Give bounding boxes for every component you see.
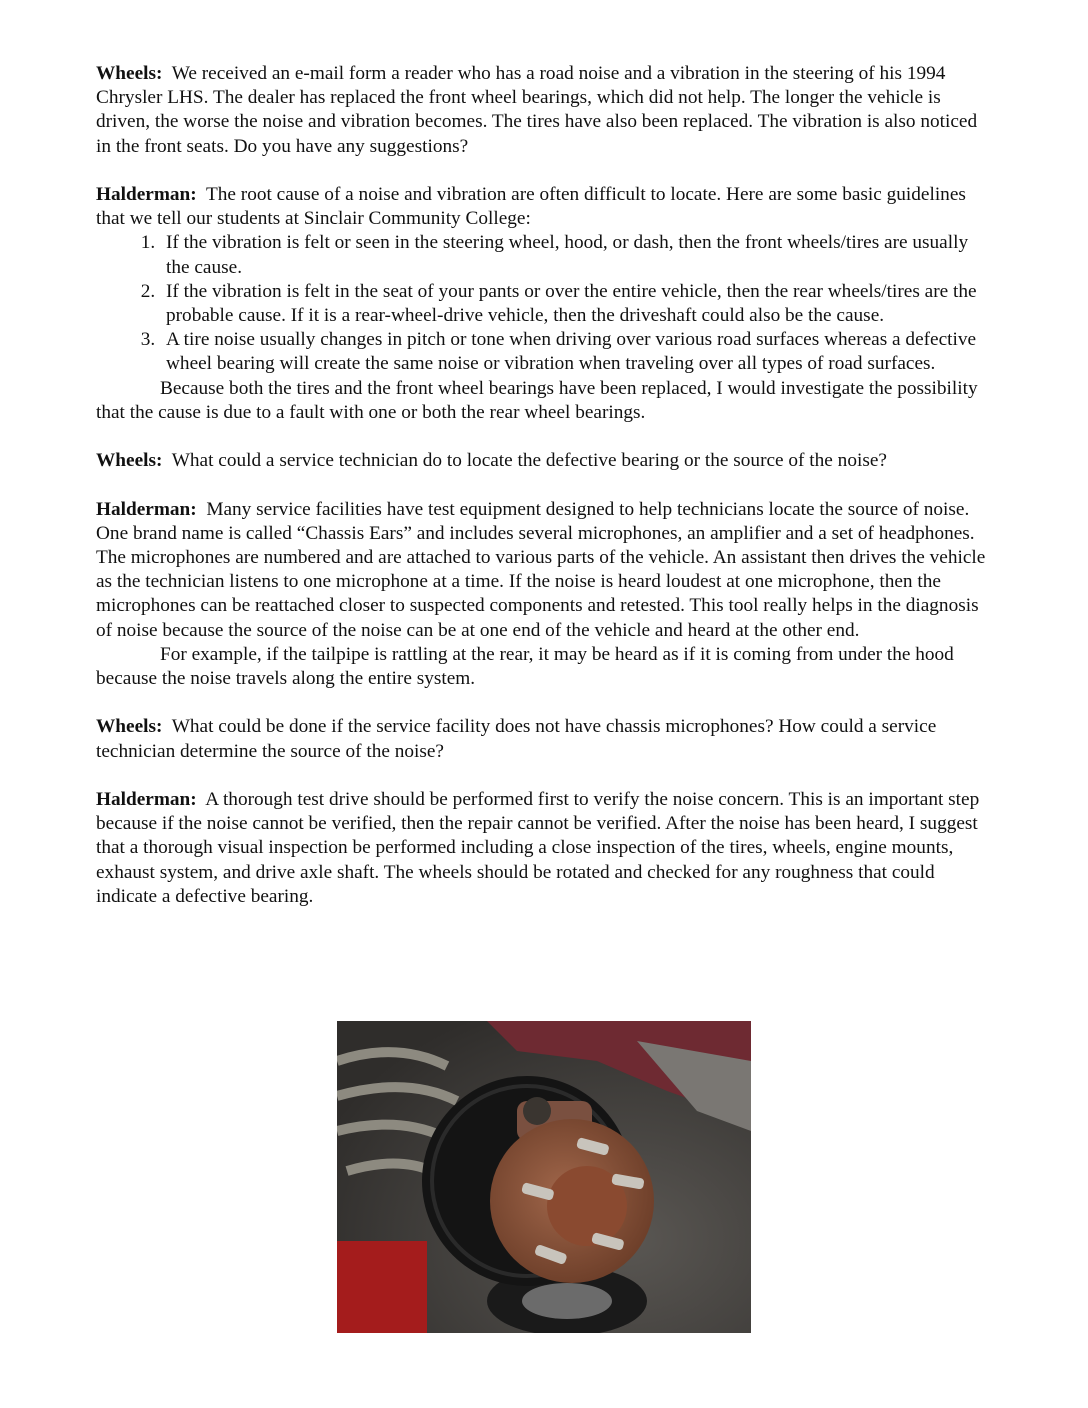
qa-question-2 (96, 449, 996, 473)
answer-text: A thorough test drive should be performed first to verify the noise concern. This is an important step because if the noise cannot be verified, then the repair cannot be verified. After the noise has been heard, I suggest that a thorough visual inspection be performed including a close inspection of the tires, wheels, engine mounts, exhaust system, and drive axle shaft. The wheels should be rotated and checked for any roughness that could indicate a defective bearing. (96, 789, 980, 907)
answer-followup: For example, if the tailpipe is rattling at the rear, it may be heard as if it is coming from under the hood because the noise travels along the entire system. (96, 643, 954, 690)
answer-text: Many service facilities have test equipment designed to help technicians locate the source of noise. One brand name is called “Chassis Ears” and includes several microphones, an amplifier and a set of headphones. The microphones are numbered and are attached to various parts of the vehicle. An assistant then drives the vehicle as the technician listens to one microphone at a time. If the noise is heard loudest at one microphone, then the microphones can be reattached closer to suspected components and retested. This tool really helps in the diagnosis of noise because the source of the noise can be at one end of the vehicle and heard at the other end. (96, 498, 986, 641)
question-text: We received an e-mail form a reader who has a road noise and a vibration in the steering of his 1994 Chrysler LHS. The dealer has replaced the front wheel bearings, which did not help. The longer the vehicle is driven, the worse the noise and vibration becomes. The tires have also been replaced. The vibration is also noticed in the front seats. Do you have any suggestions? (96, 63, 978, 157)
speaker-label: Wheels: (96, 63, 163, 84)
qa-answer-2 (96, 498, 996, 692)
answer-text: The root cause of a noise and vibration are often difficult to locate. Here are some basic guidelines that we tell our students at Sinclair Community College: (96, 184, 966, 230)
qa-answer-1 (96, 183, 996, 425)
document-body (96, 62, 996, 933)
wheel-hub-photo (337, 1021, 751, 1333)
qa-question-3 (96, 715, 996, 763)
qa-question-1 (96, 62, 996, 159)
question-text: What could a service technician do to locate the defective bearing or the source of the noise? (171, 450, 887, 472)
speaker-label: Halderman: (96, 498, 197, 520)
speaker-label: Halderman: (96, 184, 197, 205)
guidelines-list (96, 231, 996, 376)
speaker-label: Halderman: (96, 789, 197, 811)
speaker-label: Wheels: (96, 450, 163, 472)
speaker-label: Wheels: (96, 716, 163, 738)
list-item: 3. A tire noise usually changes in pitch or tone when driving over various road surfaces whereas a defective wheel bearing will create the same noise or vibration when traveling over all types of road surfaces. (160, 328, 996, 376)
list-item: 1. If the vibration is felt or seen in the steering wheel, hood, or dash, then the front wheels/tires are usually the cause. (160, 231, 996, 279)
list-item: 2. If the vibration is felt in the seat of your pants or over the entire vehicle, then the rear wheels/tires are the probable cause. If it is a rear-wheel-drive vehicle, then the driveshaft could also be the cause. (160, 280, 996, 328)
answer-followup: Because both the tires and the front wheel bearings have been replaced, I would investigate the possibility that the cause is due to a fault with one or both the rear wheel bearings. (96, 377, 978, 423)
jack-stand (337, 1241, 427, 1333)
question-text: What could be done if the service facility does not have chassis microphones? How could a service technician determine the source of the noise? (96, 716, 937, 762)
qa-answer-3 (96, 788, 996, 909)
